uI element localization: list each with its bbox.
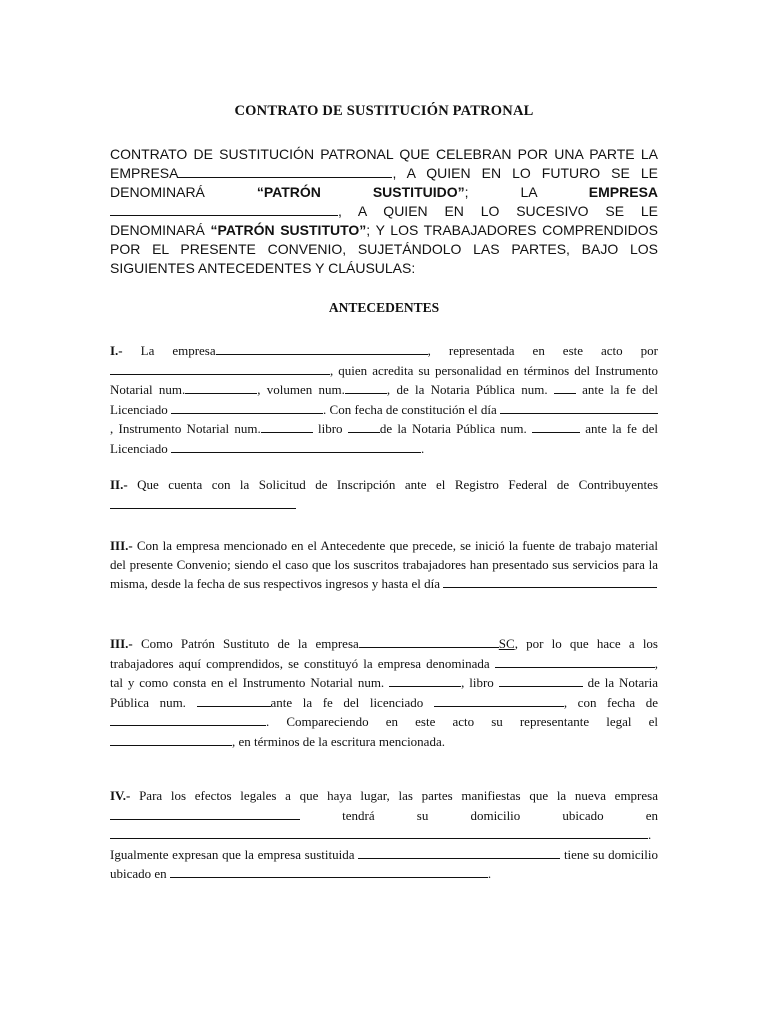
antecedente-2	[110, 476, 658, 514]
text: . Compareciendo en este acto su representante legal el	[266, 714, 658, 730]
antecedente-number: I.-	[110, 343, 123, 358]
intro-paragraph	[110, 145, 658, 278]
intro-text-5: ; Y LOS TRABAJADORES COMPRENDIDOS POR EL PRESENTE CONVENIO, SUJETÁNDOLO LAS PARTES, BAJO LOS SIGUIENTES ANTECEDENTES Y CLÁUSULAS:	[110, 222, 659, 276]
antecedente-3	[110, 537, 658, 594]
text: Como Patrón Sustituto de la empresa	[132, 636, 359, 651]
text: ante la fe del Licenciado	[110, 382, 658, 417]
text: , por lo que hace a los trabajadores aquí comprendidos, se constituyó la empresa denominada	[110, 636, 658, 671]
text: Para los efectos legales a que haya lugar, las partes manifiestas que la nueva empresa	[130, 788, 658, 803]
blank-field	[110, 495, 296, 509]
text: , libro	[461, 675, 494, 691]
blank-field	[178, 164, 392, 178]
blank-field	[216, 341, 428, 355]
intro-text-1: CONTRATO DE SUSTITUCIÓN PATRONAL QUE CELEBRAN POR UNA PARTE LA EMPRESA	[110, 146, 658, 181]
blank-field	[185, 380, 257, 394]
blank-field	[110, 732, 232, 746]
text: Que cuenta con la Solicitud de Inscripción ante el Registro Federal de Contribuyentes	[127, 477, 658, 492]
text: , de la Notaria Pública num.	[386, 382, 548, 398]
antecedente-number: III.-	[110, 636, 133, 651]
blank-field	[110, 202, 338, 216]
antecedente-number: II.-	[110, 477, 128, 492]
document-title: CONTRATO DE SUSTITUCIÓN PATRONAL	[234, 103, 534, 119]
text: Con la empresa mencionado en el Antecedente que precede, se inició la fuente de trabajo material del presente Convenio; siendo el caso que los suscritos trabajadores han presentado sus servicios para la misma, desde la fecha de sus respectivos ingresos y hasta el día	[110, 538, 658, 592]
blank-field	[110, 361, 330, 375]
text: , con fecha de	[563, 694, 659, 710]
antecedente-1	[110, 341, 658, 459]
text: .	[487, 866, 492, 882]
blank-field	[434, 693, 564, 707]
blank-field	[110, 712, 266, 726]
intro-text-4: , A QUIEN EN LO SUCESIVO SE LE DENOMINARÁ	[110, 203, 658, 238]
blank-field	[359, 634, 499, 648]
antecedentes-heading: ANTECEDENTES	[328, 300, 440, 315]
blank-field	[499, 673, 583, 687]
blank-field	[443, 574, 657, 588]
text: .	[421, 440, 425, 456]
blank-field	[170, 864, 488, 878]
intro-bold-3: “PATRÓN SUSTITUTO”	[210, 222, 367, 238]
intro-text-3: ; LA	[464, 184, 537, 200]
text: . Igualmente expresan que la empresa sustituida	[110, 827, 652, 862]
text: . Con fecha de constitución el día	[323, 401, 497, 417]
blank-field	[532, 419, 580, 433]
text: , tal y como consta en el Instrumento Notarial num.	[110, 655, 658, 691]
blank-field	[358, 845, 560, 859]
text: tiene su domicilio ubicado en	[110, 846, 659, 882]
text: libro	[312, 421, 343, 437]
antecedente-4	[110, 787, 658, 884]
blank-field	[110, 806, 300, 820]
intro-text-2: , A QUIEN EN LO FUTURO SE LE DENOMINARÁ	[110, 165, 658, 200]
text: de la Notaria Pública num.	[379, 421, 527, 437]
blank-field	[554, 380, 576, 394]
text: , quien acredita su personalidad en términos del Instrumento Notarial num.	[110, 362, 658, 398]
blank-field	[110, 825, 648, 839]
text: tendrá su domicilio ubicado en	[300, 807, 658, 823]
blank-field	[171, 400, 323, 414]
blank-field	[348, 419, 380, 433]
blank-field	[261, 419, 313, 433]
text: , en términos de la escritura mencionada.	[232, 733, 445, 749]
antecedente-3-bis	[110, 634, 658, 752]
blank-field	[389, 673, 461, 687]
text: ante la fe del licenciado	[270, 694, 424, 710]
blank-field	[171, 439, 421, 453]
company-type-sc: SC	[498, 636, 515, 651]
text: de la Notaria Pública num.	[110, 675, 659, 710]
blank-field	[495, 654, 655, 668]
antecedente-number: III.-	[110, 538, 133, 553]
blank-field	[345, 380, 387, 394]
text: , volumen num.	[257, 382, 345, 398]
blank-field	[197, 693, 271, 707]
text: La empresa	[122, 343, 216, 358]
blank-field	[500, 400, 658, 414]
text: , Instrumento Notarial num.	[110, 421, 261, 437]
intro-bold-2: EMPRESA	[588, 184, 659, 200]
intro-bold-1: “PATRÓN SUSTITUIDO”	[256, 184, 465, 200]
antecedente-number: IV.-	[110, 788, 131, 803]
text: ante la fe del Licenciado	[110, 421, 659, 456]
text: , representada en este acto por	[427, 343, 658, 358]
